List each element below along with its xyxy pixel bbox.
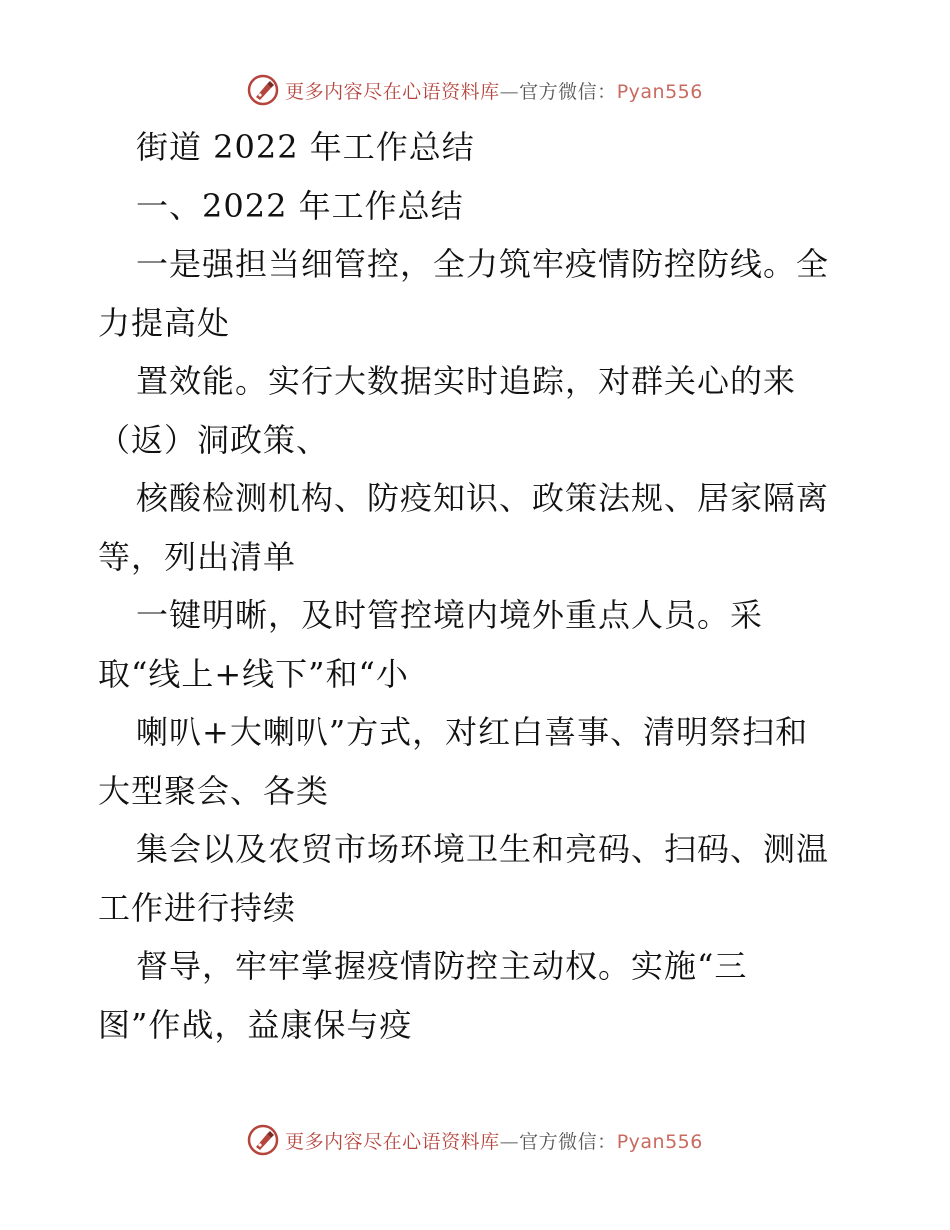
footer-watermark-banner xyxy=(0,1120,950,1160)
header-watermark-banner xyxy=(0,70,950,110)
paragraph-line: 集会以及农贸市场环境卫生和亮码、扫码、测温 xyxy=(136,830,830,868)
paragraph-line: 图”作战，益康保与疫 xyxy=(98,1005,413,1044)
watermark-dash: — xyxy=(499,80,520,103)
watermark-main-text: 更多内容尽在心语资料库 xyxy=(285,1130,500,1153)
document-title: 街道 2022 年工作总结 xyxy=(136,128,475,166)
watermark-label: 官方微信： xyxy=(519,80,617,103)
paragraph-line: 等，列出清单 xyxy=(98,537,297,576)
paragraph-line: 一键明晰，及时管控境内境外重点人员。采 xyxy=(136,596,764,634)
section-heading: 一、2022 年工作总结 xyxy=(136,186,464,225)
paragraph-line: （返）洞政策、 xyxy=(98,420,330,459)
paragraph-line: 置效能。实行大数据实时追踪，对群关心的来 xyxy=(136,362,797,400)
paragraph-line: 督导，牢牢掌握疫情防控主动权。实施“三 xyxy=(136,947,748,985)
paragraph-line: 工作进行持续 xyxy=(98,888,297,927)
paragraph-line: 一是强担当细管控，全力筑牢疫情防控防线。全 xyxy=(136,245,830,283)
paragraph-line: 大型聚会、各类 xyxy=(98,771,330,810)
paragraph-line: 取“线上+线下”和“小 xyxy=(98,654,409,693)
watermark-dash: — xyxy=(499,1130,520,1153)
pen-nib-logo-icon xyxy=(247,74,279,106)
pen-nib-logo-icon xyxy=(247,1124,279,1156)
paragraph-line: 核酸检测机构、防疫知识、政策法规、居家隔离 xyxy=(136,479,830,517)
watermark-wechat-id: Pyan556 xyxy=(616,1130,703,1153)
watermark-label: 官方微信： xyxy=(519,1130,617,1153)
watermark-main-text: 更多内容尽在心语资料库 xyxy=(285,80,500,103)
paragraph-line: 喇叭+大喇叭”方式，对红白喜事、清明祭扫和 xyxy=(136,713,809,751)
watermark-wechat-id: Pyan556 xyxy=(616,80,703,103)
watermark-text xyxy=(285,1127,703,1154)
watermark-text xyxy=(285,77,703,104)
document-body xyxy=(98,118,858,1054)
paragraph-line: 力提高处 xyxy=(98,303,231,342)
